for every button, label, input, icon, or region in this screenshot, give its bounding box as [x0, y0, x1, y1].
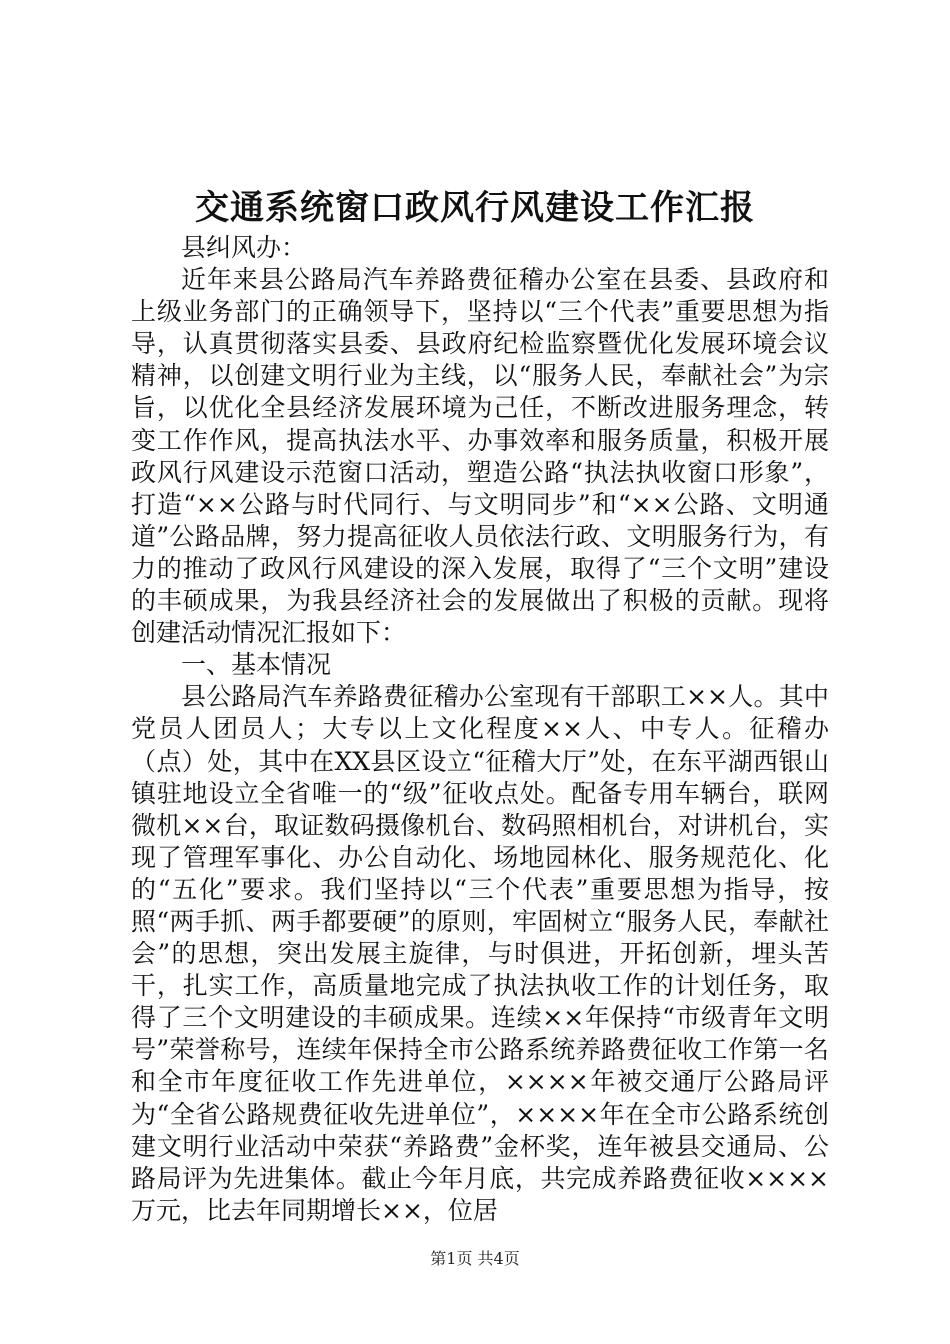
page-footer: 第1页 共4页 — [430, 1249, 520, 1268]
document-body — [131, 232, 829, 1227]
paragraph-basic-situation: 县公路局汽车养路费征稽办公室现有干部职工××人。其中党员人团员人；大专以上文化程度××人、中专人。征稽办（点）处，其中在XX县区设立“征稽大厅”处，在东平湖西银山镇驻地设立全省唯一的“级”征收点处。配备专用车辆台，联网微机××台，取证数码摄像机台、数码照相机台，对讲机台，实现了管理军事化、办公自动化、场地园林化、服务规范化、化的“五化”要求。我们坚持以“三个代表”重要思想为指导，按照“两手抓、两手都要硬”的原则，牢固树立“服务人民，奉献社会”的思想，突出发展主旋律，与时俱进，开拓创新，埋头苦干，扎实工作，高质量地完成了执法执收工作的计划任务，取得了三个文明建设的丰硕成果。连续××年保持“市级青年文明号”荣誉称号，连续年保持全市公路系统养路费征收工作第一名和全市年度征收工作先进单位，××××年被交通厅公路局评为“全省公路规费征收先进单位”，××××年在全市公路系统创建文明行业活动中荣获“养路费”金杯奖，连年被县交通局、公路局评为先进集体。截止今年月底，共完成养路费征收××××万元，比去年同期增长××，位居 — [131, 682, 829, 1225]
salutation: 县纠风办： — [181, 233, 307, 262]
section-heading: 一、基本情况 — [181, 650, 332, 680]
paragraph-intro: 近年来县公路局汽车养路费征稽办公室在县委、县政府和上级业务部门的正确领导下，坚持以“三个代表”重要思想为指导，认真贯彻落实县委、县政府纪检监察暨优化发展环境会议精神，以创建文明行业为主线，以“服务人民，奉献社会”为宗旨，以优化全县经济发展环境为己任，不断改进服务理念，转变工作作风，提高执法水平、办事效率和服务质量，积极开展政风行风建设示范窗口活动，塑造公路“执法执收窗口形象”，打造“××公路与时代同行、与文明同步”和“××公路、文明通道”公路品牌，努力提高征收人员依法行政、文明服务行为，有力的推动了政风行风建设的深入发展，取得了“三个文明”建设的丰硕成果，为我县经济社会的发展做出了积极的贡献。现将创建活动情况汇报如下： — [131, 265, 829, 648]
document-title: 交通系统窗口政风行风建设工作汇报 — [195, 188, 755, 228]
